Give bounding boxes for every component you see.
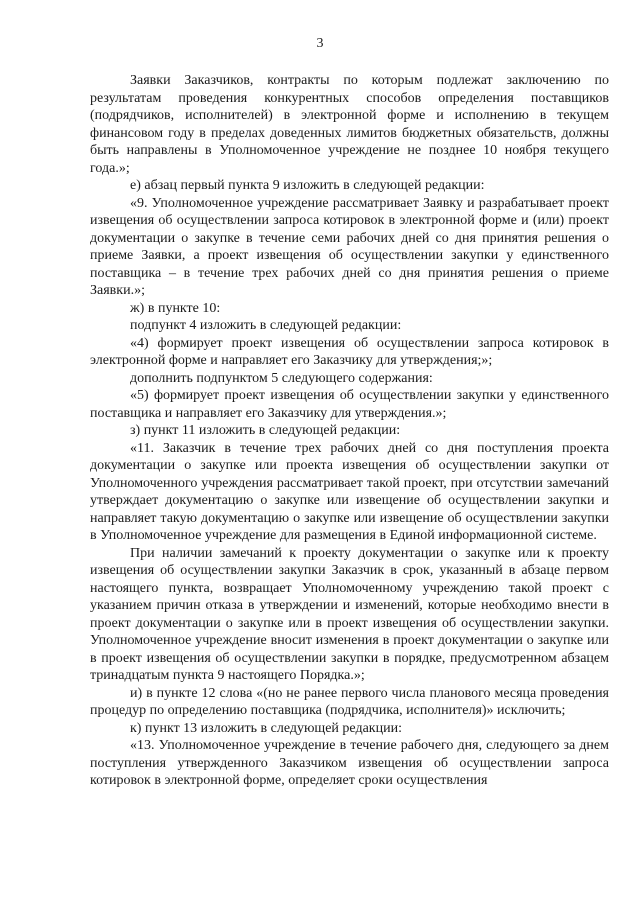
page-number: 3 — [316, 36, 324, 51]
paragraph-subclause-5-intro: дополнить подпунктом 5 следующего содержания: — [130, 370, 433, 386]
paragraph-amendment-zh: ж) в пункте 10: — [130, 300, 221, 316]
paragraph-clause-13: «13. Уполномоченное учреждение в течение рабочего дня, следующего за днем поступления утвержденного Заказчиком извещения об осуществлении запроса котировок в электронной форме, определяет сроки осуществления — [90, 738, 609, 788]
paragraph-applications-deadline: Заявки Заказчиков, контракты по которым подлежат заключению по результатам проведения конкурентных способов определения поставщиков (подрядчиков, исполнителей) в электронной форме и исполнению в текущем финансовом году в пределах доведенных лимитов бюджетных обязательств, должны быть направлены в Уполномоченное учреждение не позднее 10 ноября текущего года.»; — [90, 73, 609, 176]
paragraph-subclause-4-intro: подпункт 4 изложить в следующей редакции: — [130, 318, 402, 333]
paragraph-clause-11-remarks: При наличии замечаний к проекту документации о закупке или к проекту извещения об осуществлении закупки Заказчик в срок, указанный в абзаце первом настоящего пункта, возвращает Уполномоченному учреждению такой проект с указанием причин отказа в утверждении и изменений, которые необходимо внести в проект документации о закупке или в проект извещения об осуществлении закупки. Уполномоченное учреждение вносит изменения в проект документации о закупке или в проект извещения об осуществлении закупки в порядке, предусмотренном абзацем тринадцатым пункта 9 настоящего Порядка.»; — [90, 545, 609, 683]
paragraph-amendment-i: и) в пункте 12 слова «(но не ранее первого числа планового месяца проведения процедур по определению поставщика (подрядчика, исполнителя)» исключить; — [90, 685, 609, 718]
paragraph-subclause-4: «4) формирует проект извещения об осуществлении запроса котировок в электронной форме и направляет его Заказчику для утверждения;»; — [90, 335, 609, 368]
document-body — [90, 72, 609, 790]
paragraph-clause-11: «11. Заказчик в течение трех рабочих дней со дня поступления проекта документации о закупке или проекта извещения об осуществлении закупки от Уполномоченного учреждения рассматривает такой проект, при отсутствии замечаний утверждает документацию о закупке или извещение об осуществлении закупки и направляет такую документацию о закупке или извещение об осуществлении закупки в Уполномоченное учреждение для размещения в Единой информационной системе. — [90, 440, 609, 543]
paragraph-clause-9: «9. Уполномоченное учреждение рассматривает Заявку и разрабатывает проект извещения об осуществлении запроса котировок в электронной форме и (или) проект документации о закупке в течение семи рабочих дней со дня принятия решения о приеме Заявки, а проект извещения об осуществлении закупки у единственного поставщика – в течение трех рабочих дней со дня принятия решения о приеме Заявки.»; — [90, 195, 609, 298]
paragraph-amendment-e: е) абзац первый пункта 9 изложить в следующей редакции: — [130, 178, 485, 193]
paragraph-amendment-k: к) пункт 13 изложить в следующей редакции: — [130, 720, 402, 736]
paragraph-amendment-z: з) пункт 11 изложить в следующей редакции: — [130, 423, 401, 438]
paragraph-subclause-5: «5) формирует проект извещения об осуществлении закупки у единственного поставщика и направляет его Заказчику для утверждения.»; — [90, 388, 609, 421]
